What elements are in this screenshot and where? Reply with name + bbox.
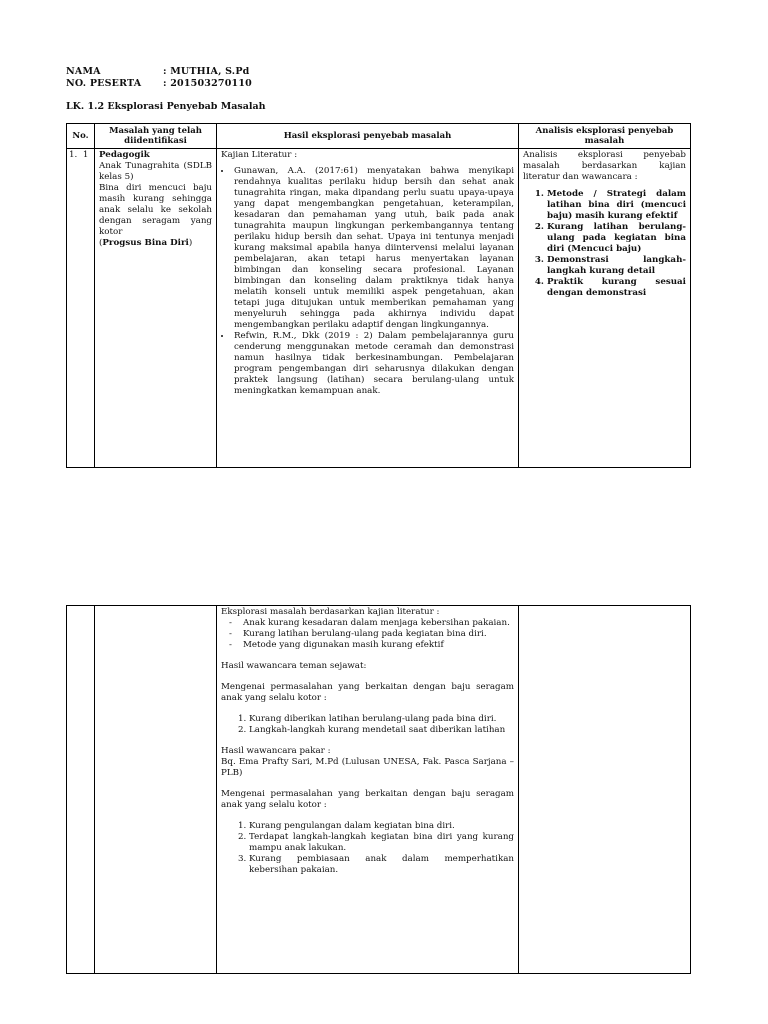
row-number-a: 1. xyxy=(69,150,78,160)
list-item: 1. Kurang pengulangan dalam kegiatan bina diri. xyxy=(249,821,514,832)
exploration-table xyxy=(66,123,691,468)
teman-list xyxy=(221,714,514,736)
list-item: 2. Kurang latihan berulang-ulang pada kegiatan bina diri (Mencuci baju) xyxy=(547,222,686,255)
analisis-intro: Analisis eksplorasi penyebab masalah berdasarkan kajian literatur dan wawancara : xyxy=(523,150,686,182)
hasil-intro: Kajian Literatur : xyxy=(221,150,298,160)
masalah-title: Pedagogik xyxy=(99,150,150,160)
list-item: 2. Terdapat langkah-langkah kegiatan bina diri yang kurang mampu anak lakukan. xyxy=(249,832,514,854)
teman-paragraph: Mengenai permasalahan yang berkaitan dengan baju seragam anak yang selalu kotor : xyxy=(221,682,514,703)
literature-item-refwin: • Refwin, R.M., Dkk (2019 : 2) Dalam pembelajarannya guru cenderung menggunakan metode ceramah dan demonstrasi namun hasilnya tidak berkesinambungan. Pembelajaran program pengembangan diri seharusnya dilakukan dengan praktek langsung (latihan) secara berulang-ulang untuk meningkatkan kemampuan anak. xyxy=(232,331,514,397)
list-item: 3. Kurang pembiasaan anak dalam memperhatikan kebersihan pakaian. xyxy=(249,854,514,876)
pakar-name: Bq. Ema Prafty Sari, M.Pd (Lulusan UNESA, Fak. Pasca Sarjana – PLB) xyxy=(221,757,514,778)
masalah-line1: Anak Tunagrahita (SDLB kelas 5) xyxy=(99,161,212,182)
progsus-open: ( xyxy=(99,238,103,248)
exploration-table-continued xyxy=(66,605,691,974)
peserta-line xyxy=(66,78,252,89)
peserta-value: : 201503270110 xyxy=(163,78,252,89)
progsus-label: Progsus Bina Diri xyxy=(102,238,189,248)
analisis-list xyxy=(523,189,686,299)
nama-label: NAMA xyxy=(66,66,101,77)
masalah-program xyxy=(99,238,212,249)
list-item: 4. Praktik kurang sesuai dengan demonstrasi xyxy=(547,277,686,299)
row-number xyxy=(67,149,95,468)
header-no: No. xyxy=(67,124,95,149)
hasil-cell xyxy=(217,149,519,468)
masalah-cell xyxy=(95,149,217,468)
table-row xyxy=(67,606,691,974)
list-item: - Metode yang digunakan masih kurang efektif xyxy=(243,640,514,651)
nama-line xyxy=(66,66,250,77)
list-item: - Anak kurang kesadaran dalam menjaga kebersihan pakaian. xyxy=(243,618,514,629)
empty-no-cell xyxy=(67,606,95,974)
list-item: 2. Langkah-langkah kurang mendetail saat diberikan latihan xyxy=(249,725,514,736)
analisis-cell xyxy=(519,149,691,468)
header-hasil: Hasil eksplorasi penyebab masalah xyxy=(217,124,519,149)
hasil-cell-continued xyxy=(217,606,519,974)
nama-value: : MUTHIA, S.Pd xyxy=(163,66,250,77)
empty-masalah-cell xyxy=(95,606,217,974)
empty-analisis-cell xyxy=(519,606,691,974)
header-analisis: Analisis eksplorasi penyebab masalah xyxy=(519,124,691,149)
progsus-close: ) xyxy=(188,238,193,248)
list-item: 1. Kurang diberikan latihan berulang-ulang pada bina diri. xyxy=(249,714,514,725)
kajian-list xyxy=(221,618,514,651)
pakar-list xyxy=(221,821,514,876)
list-item: - Kurang latihan berulang-ulang pada kegiatan bina diri. xyxy=(243,629,514,640)
list-item: 1. Metode / Strategi dalam latihan bina diri (mencuci baju) masih kurang efektif xyxy=(547,189,686,222)
teman-heading: Hasil wawancara teman sejawat: xyxy=(221,661,367,671)
pakar-paragraph: Mengenai permasalahan yang berkaitan dengan baju seragam anak yang selalu kotor : xyxy=(221,789,514,810)
row-number-b: 1 xyxy=(82,150,89,160)
masalah-line2: Bina diri mencuci baju masih kurang sehingga anak selalu ke sekolah dengan seragam yang kotor xyxy=(99,183,212,237)
worksheet-title: LK. 1.2 Eksplorasi Penyebab Masalah xyxy=(66,101,266,112)
kajian-intro: Eksplorasi masalah berdasarkan kajian literatur : xyxy=(221,607,440,617)
pakar-heading: Hasil wawancara pakar : xyxy=(221,746,331,756)
table-row xyxy=(67,149,691,468)
list-item: 3. Demonstrasi langkah-langkah kurang detail xyxy=(547,255,686,277)
literature-list xyxy=(221,166,514,397)
peserta-label: NO. PESERTA xyxy=(66,78,142,89)
literature-item-gunawan: • Gunawan, A.A. (2017:61) menyatakan bahwa menyikapi rendahnya kualitas perilaku hidup bersih dan sehat anak tunagrahita ringan, maka dipandang perlu suatu upaya-upaya yang dapat mengembangkan pengetahuan, keterampilan, kesadaran dan pemahaman yang utuh, baik pada anak tunagrahita maupun lingkungan perkembangannya tentang perilaku hidup bersih dan sehat. Upaya ini tentunya menjadi kurang maksimal apabila hanya diintervensi melalui layanan pembelajaran, akan tetapi harus menyertakan layanan bimbingan dan konseling secara profesional. Layanan bimbingan dan konseling dalam praktiknya tidak hanya melatih konseli untuk memiliki aspek pengetahuan, akan tetapi juga ditujukan untuk memberikan pemahaman yang menyeluruh sehingga pada akhirnya individu dapat mengembangkan perilaku adaptif dengan lingkungannya. xyxy=(232,166,514,331)
table-header-row xyxy=(67,124,691,149)
header-masalah: Masalah yang telah diidentifikasi xyxy=(95,124,217,149)
